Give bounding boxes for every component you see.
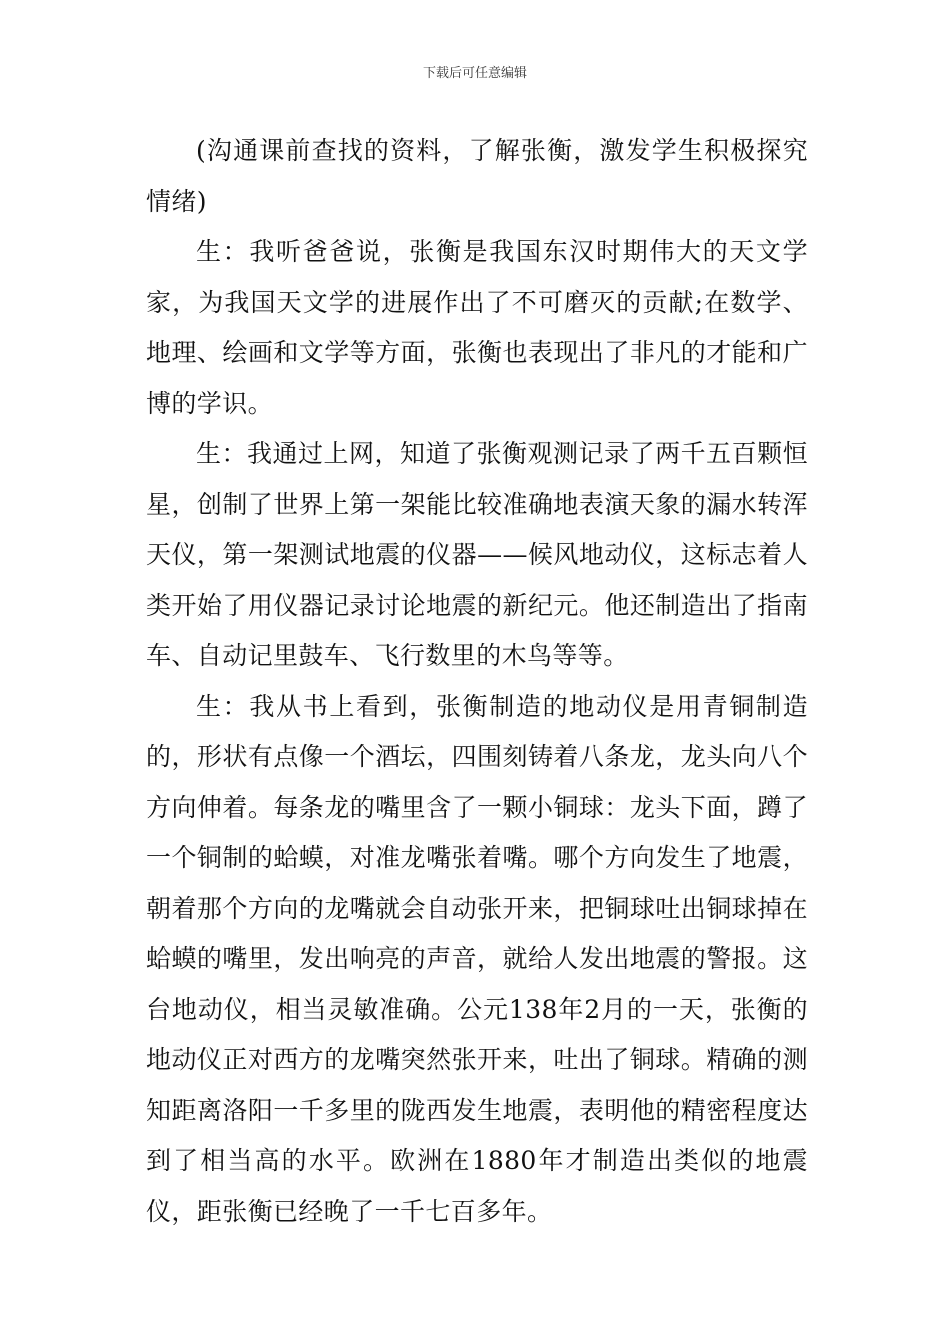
paragraph-student-answer-3: 生：我从书上看到，张衡制造的地动仪是用青铜制造的，形状有点像一个酒坛，四围刻铸着八条龙，龙头向八个方向伸着。每条龙的嘴里含了一颗小铜球：龙头下面，蹲了一个铜制的蛤蟆，对准龙嘴张着嘴。哪个方向发生了地震，朝着那个方向的龙嘴就会自动张开来，把铜球吐出铜球掉在蛤蟆的嘴里，发出响亮的声音，就给人发出地震的警报。这台地动仪，相当灵敏准确。公元138年2月的一天，张衡的地动仪正对西方的龙嘴突然张开来，吐出了铜球。精确的测知距离洛阳一千多里的陇西发生地震，表明他的精密程度达到了相当高的水平。欧洲在1880年才制造出类似的地震仪，距张衡已经晚了一千七百多年。 (146, 691, 808, 1226)
paragraph-student-answer-2: 生：我通过上网，知道了张衡观测记录了两千五百颗恒星，创制了世界上第一架能比较准确地表演天象的漏水转浑天仪，第一架测试地震的仪器——候风地动仪，这标志着人类开始了用仪器记录讨论地震的新纪元。他还制造出了指南车、自动记里鼓车、飞行数里的木鸟等等。 (146, 439, 808, 670)
document-body (146, 126, 808, 1237)
paragraph-student-answer-1: 生：我听爸爸说，张衡是我国东汉时期伟大的天文学家，为我国天文学的进展作出了不可磨灭的贡献;在数学、地理、绘画和文学等方面，张衡也表现出了非凡的才能和广博的学识。 (146, 237, 808, 418)
page-header: 下载后可任意编辑 (422, 66, 527, 81)
paragraph-intro-note: (沟通课前查找的资料，了解张衡，激发学生积极探究情绪) (146, 136, 808, 216)
